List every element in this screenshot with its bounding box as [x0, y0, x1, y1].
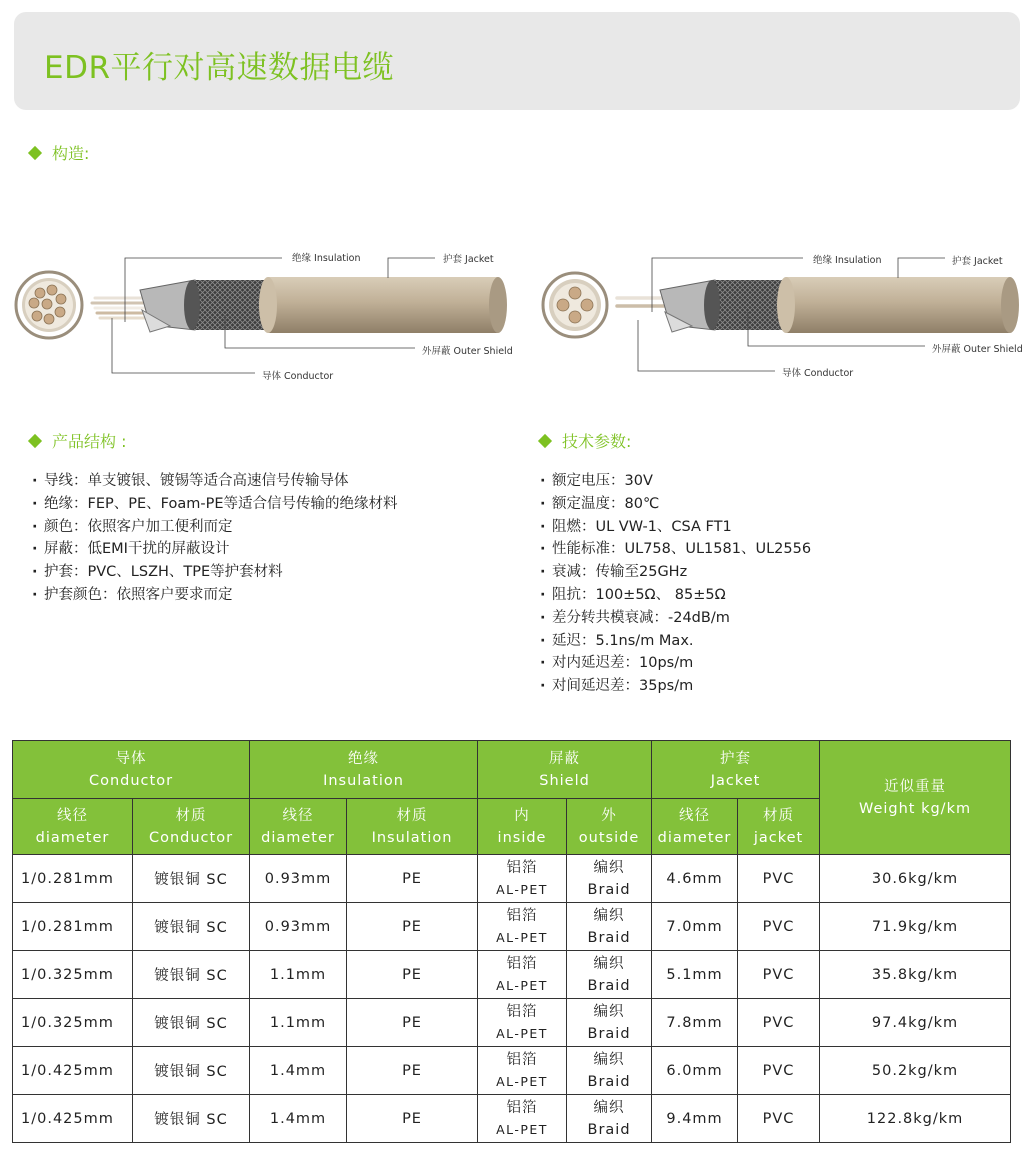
- cell-weight: 122.8kg/km: [820, 1095, 1011, 1143]
- cell-conductor-material: 镀银铜 SC: [133, 1095, 250, 1143]
- subheader-jacket-material: 材质 jacket: [738, 799, 820, 855]
- cell-shield-inside: 铝箔 AL-PET: [478, 951, 567, 999]
- product-heading: 产品结构 :: [26, 429, 126, 452]
- outer-shield-label: 外屏蔽 Outer Shield: [422, 346, 513, 357]
- cell-conductor-diameter: 1/0.325mm: [13, 951, 133, 999]
- conductor-label: 导体 Conductor: [262, 371, 334, 382]
- list-item: · 颜色：依照客户加工便利而定: [32, 516, 398, 539]
- spec-table: [12, 740, 1011, 1143]
- insulation-label: 绝缘 Insulation: [292, 253, 361, 264]
- table-row: [13, 1047, 1011, 1095]
- cell-shield-inside: 铝箔 AL-PET: [478, 1095, 567, 1143]
- list-item: · 护套颜色：依照客户要求而定: [32, 584, 398, 607]
- list-item: · 阻抗：100±5Ω、 85±5Ω: [540, 584, 811, 607]
- cell-jacket-diameter: 4.6mm: [652, 855, 738, 903]
- cell-jacket-material: PVC: [738, 855, 820, 903]
- cell-insulation-diameter: 1.1mm: [250, 951, 347, 999]
- header-conductor: 导体 Conductor: [13, 741, 250, 799]
- page-title: EDR平行对高速数据电缆: [44, 50, 394, 86]
- cell-conductor-diameter: 1/0.281mm: [13, 903, 133, 951]
- table-row: [13, 951, 1011, 999]
- cell-conductor-material: 镀银铜 SC: [133, 1047, 250, 1095]
- header-jacket: 护套 Jacket: [652, 741, 820, 799]
- header-weight: 近似重量 Weight kg/km: [820, 741, 1011, 855]
- cell-jacket-diameter: 7.0mm: [652, 903, 738, 951]
- cell-jacket-material: PVC: [738, 951, 820, 999]
- cell-weight: 71.9kg/km: [820, 903, 1011, 951]
- cell-insulation-material: PE: [347, 855, 478, 903]
- header-insulation: 绝缘 Insulation: [250, 741, 478, 799]
- cell-jacket-material: PVC: [738, 1095, 820, 1143]
- cell-conductor-material: 镀银铜 SC: [133, 855, 250, 903]
- insulation-label: 绝缘 Insulation: [813, 255, 882, 266]
- cell-shield-outside: 编织 Braid: [567, 1095, 652, 1143]
- cable-illustration-1: [0, 240, 520, 390]
- cell-conductor-material: 镀银铜 SC: [133, 999, 250, 1047]
- cell-shield-inside: 铝箔 AL-PET: [478, 903, 567, 951]
- cell-weight: 50.2kg/km: [820, 1047, 1011, 1095]
- table-row: [13, 1095, 1011, 1143]
- tech-heading: 技术参数:: [536, 429, 631, 452]
- cell-shield-inside: 铝箔 AL-PET: [478, 999, 567, 1047]
- jacket-label: 护套 Jacket: [952, 256, 1003, 267]
- subheader-insulation-diameter: 线径 diameter: [250, 799, 347, 855]
- cell-jacket-material: PVC: [738, 903, 820, 951]
- cell-shield-outside: 编织 Braid: [567, 855, 652, 903]
- list-item: · 护套：PVC、LSZH、TPE等护套材料: [32, 561, 398, 584]
- cell-jacket-diameter: 6.0mm: [652, 1047, 738, 1095]
- subheader-shield-outside: 外 outside: [567, 799, 652, 855]
- subheader-conductor-material: 材质 Conductor: [133, 799, 250, 855]
- list-item: · 阻燃：UL VW-1、CSA FT1: [540, 516, 811, 539]
- list-item: · 额定电压：30V: [540, 470, 811, 493]
- diamond-bullet-icon: [538, 433, 552, 447]
- table-row: [13, 999, 1011, 1047]
- cell-insulation-material: PE: [347, 903, 478, 951]
- cell-conductor-material: 镀银铜 SC: [133, 951, 250, 999]
- cell-insulation-diameter: 1.4mm: [250, 1047, 347, 1095]
- tech-list: [540, 470, 811, 698]
- list-item: · 对内延迟差：10ps/m: [540, 652, 811, 675]
- cell-weight: 97.4kg/km: [820, 999, 1011, 1047]
- cell-jacket-diameter: 5.1mm: [652, 951, 738, 999]
- list-item: · 屏蔽：低EMI干扰的屏蔽设计: [32, 538, 398, 561]
- cell-insulation-diameter: 1.4mm: [250, 1095, 347, 1143]
- cell-conductor-diameter: 1/0.325mm: [13, 999, 133, 1047]
- cell-shield-outside: 编织 Braid: [567, 903, 652, 951]
- cell-weight: 35.8kg/km: [820, 951, 1011, 999]
- cell-shield-outside: 编织 Braid: [567, 951, 652, 999]
- cell-jacket-material: PVC: [738, 1047, 820, 1095]
- cell-insulation-material: PE: [347, 951, 478, 999]
- cell-insulation-material: PE: [347, 999, 478, 1047]
- diamond-bullet-icon: [28, 145, 42, 159]
- cable-diagram-1: [0, 240, 520, 390]
- cell-insulation-diameter: 1.1mm: [250, 999, 347, 1047]
- cell-shield-inside: 铝箔 AL-PET: [478, 1047, 567, 1095]
- list-item: · 额定温度：80℃: [540, 493, 811, 516]
- cell-conductor-material: 镀银铜 SC: [133, 903, 250, 951]
- construction-heading: 构造:: [26, 141, 89, 164]
- list-item: · 绝缘：FEP、PE、Foam-PE等适合信号传输的绝缘材料: [32, 493, 398, 516]
- cell-conductor-diameter: 1/0.425mm: [13, 1095, 133, 1143]
- subheader-conductor-diameter: 线径 diameter: [13, 799, 133, 855]
- list-item: · 差分转共模衰减：-24dB/m: [540, 607, 811, 630]
- cell-conductor-diameter: 1/0.281mm: [13, 855, 133, 903]
- jacket-label: 护套 Jacket: [443, 254, 494, 265]
- outer-shield-label: 外屏蔽 Outer Shield: [932, 344, 1023, 355]
- table-row: [13, 903, 1011, 951]
- cell-insulation-material: PE: [347, 1095, 478, 1143]
- cell-insulation-diameter: 0.93mm: [250, 903, 347, 951]
- cell-insulation-material: PE: [347, 1047, 478, 1095]
- list-item: · 导线：单支镀银、镀锡等适合高速信号传输导体: [32, 470, 398, 493]
- cell-conductor-diameter: 1/0.425mm: [13, 1047, 133, 1095]
- subheader-shield-inside: 内 inside: [478, 799, 567, 855]
- cell-insulation-diameter: 0.93mm: [250, 855, 347, 903]
- cell-shield-inside: 铝箔 AL-PET: [478, 855, 567, 903]
- product-list: [32, 470, 398, 607]
- cell-shield-outside: 编织 Braid: [567, 1047, 652, 1095]
- cell-jacket-material: PVC: [738, 999, 820, 1047]
- cell-weight: 30.6kg/km: [820, 855, 1011, 903]
- diamond-bullet-icon: [28, 433, 42, 447]
- table-row: [13, 855, 1011, 903]
- list-item: · 性能标准：UL758、UL1581、UL2556: [540, 538, 811, 561]
- cell-shield-outside: 编织 Braid: [567, 999, 652, 1047]
- list-item: · 延迟：5.1ns/m Max.: [540, 630, 811, 653]
- cell-jacket-diameter: 9.4mm: [652, 1095, 738, 1143]
- list-item: · 对间延迟差：35ps/m: [540, 675, 811, 698]
- cable-diagram-2: [520, 240, 1030, 390]
- subheader-insulation-material: 材质 Insulation: [347, 799, 478, 855]
- conductor-label: 导体 Conductor: [782, 368, 854, 379]
- title-bar: [14, 12, 1020, 110]
- subheader-jacket-diameter: 线径 diameter: [652, 799, 738, 855]
- cell-jacket-diameter: 7.8mm: [652, 999, 738, 1047]
- header-shield: 屏蔽 Shield: [478, 741, 652, 799]
- list-item: · 衰减：传输至25GHz: [540, 561, 811, 584]
